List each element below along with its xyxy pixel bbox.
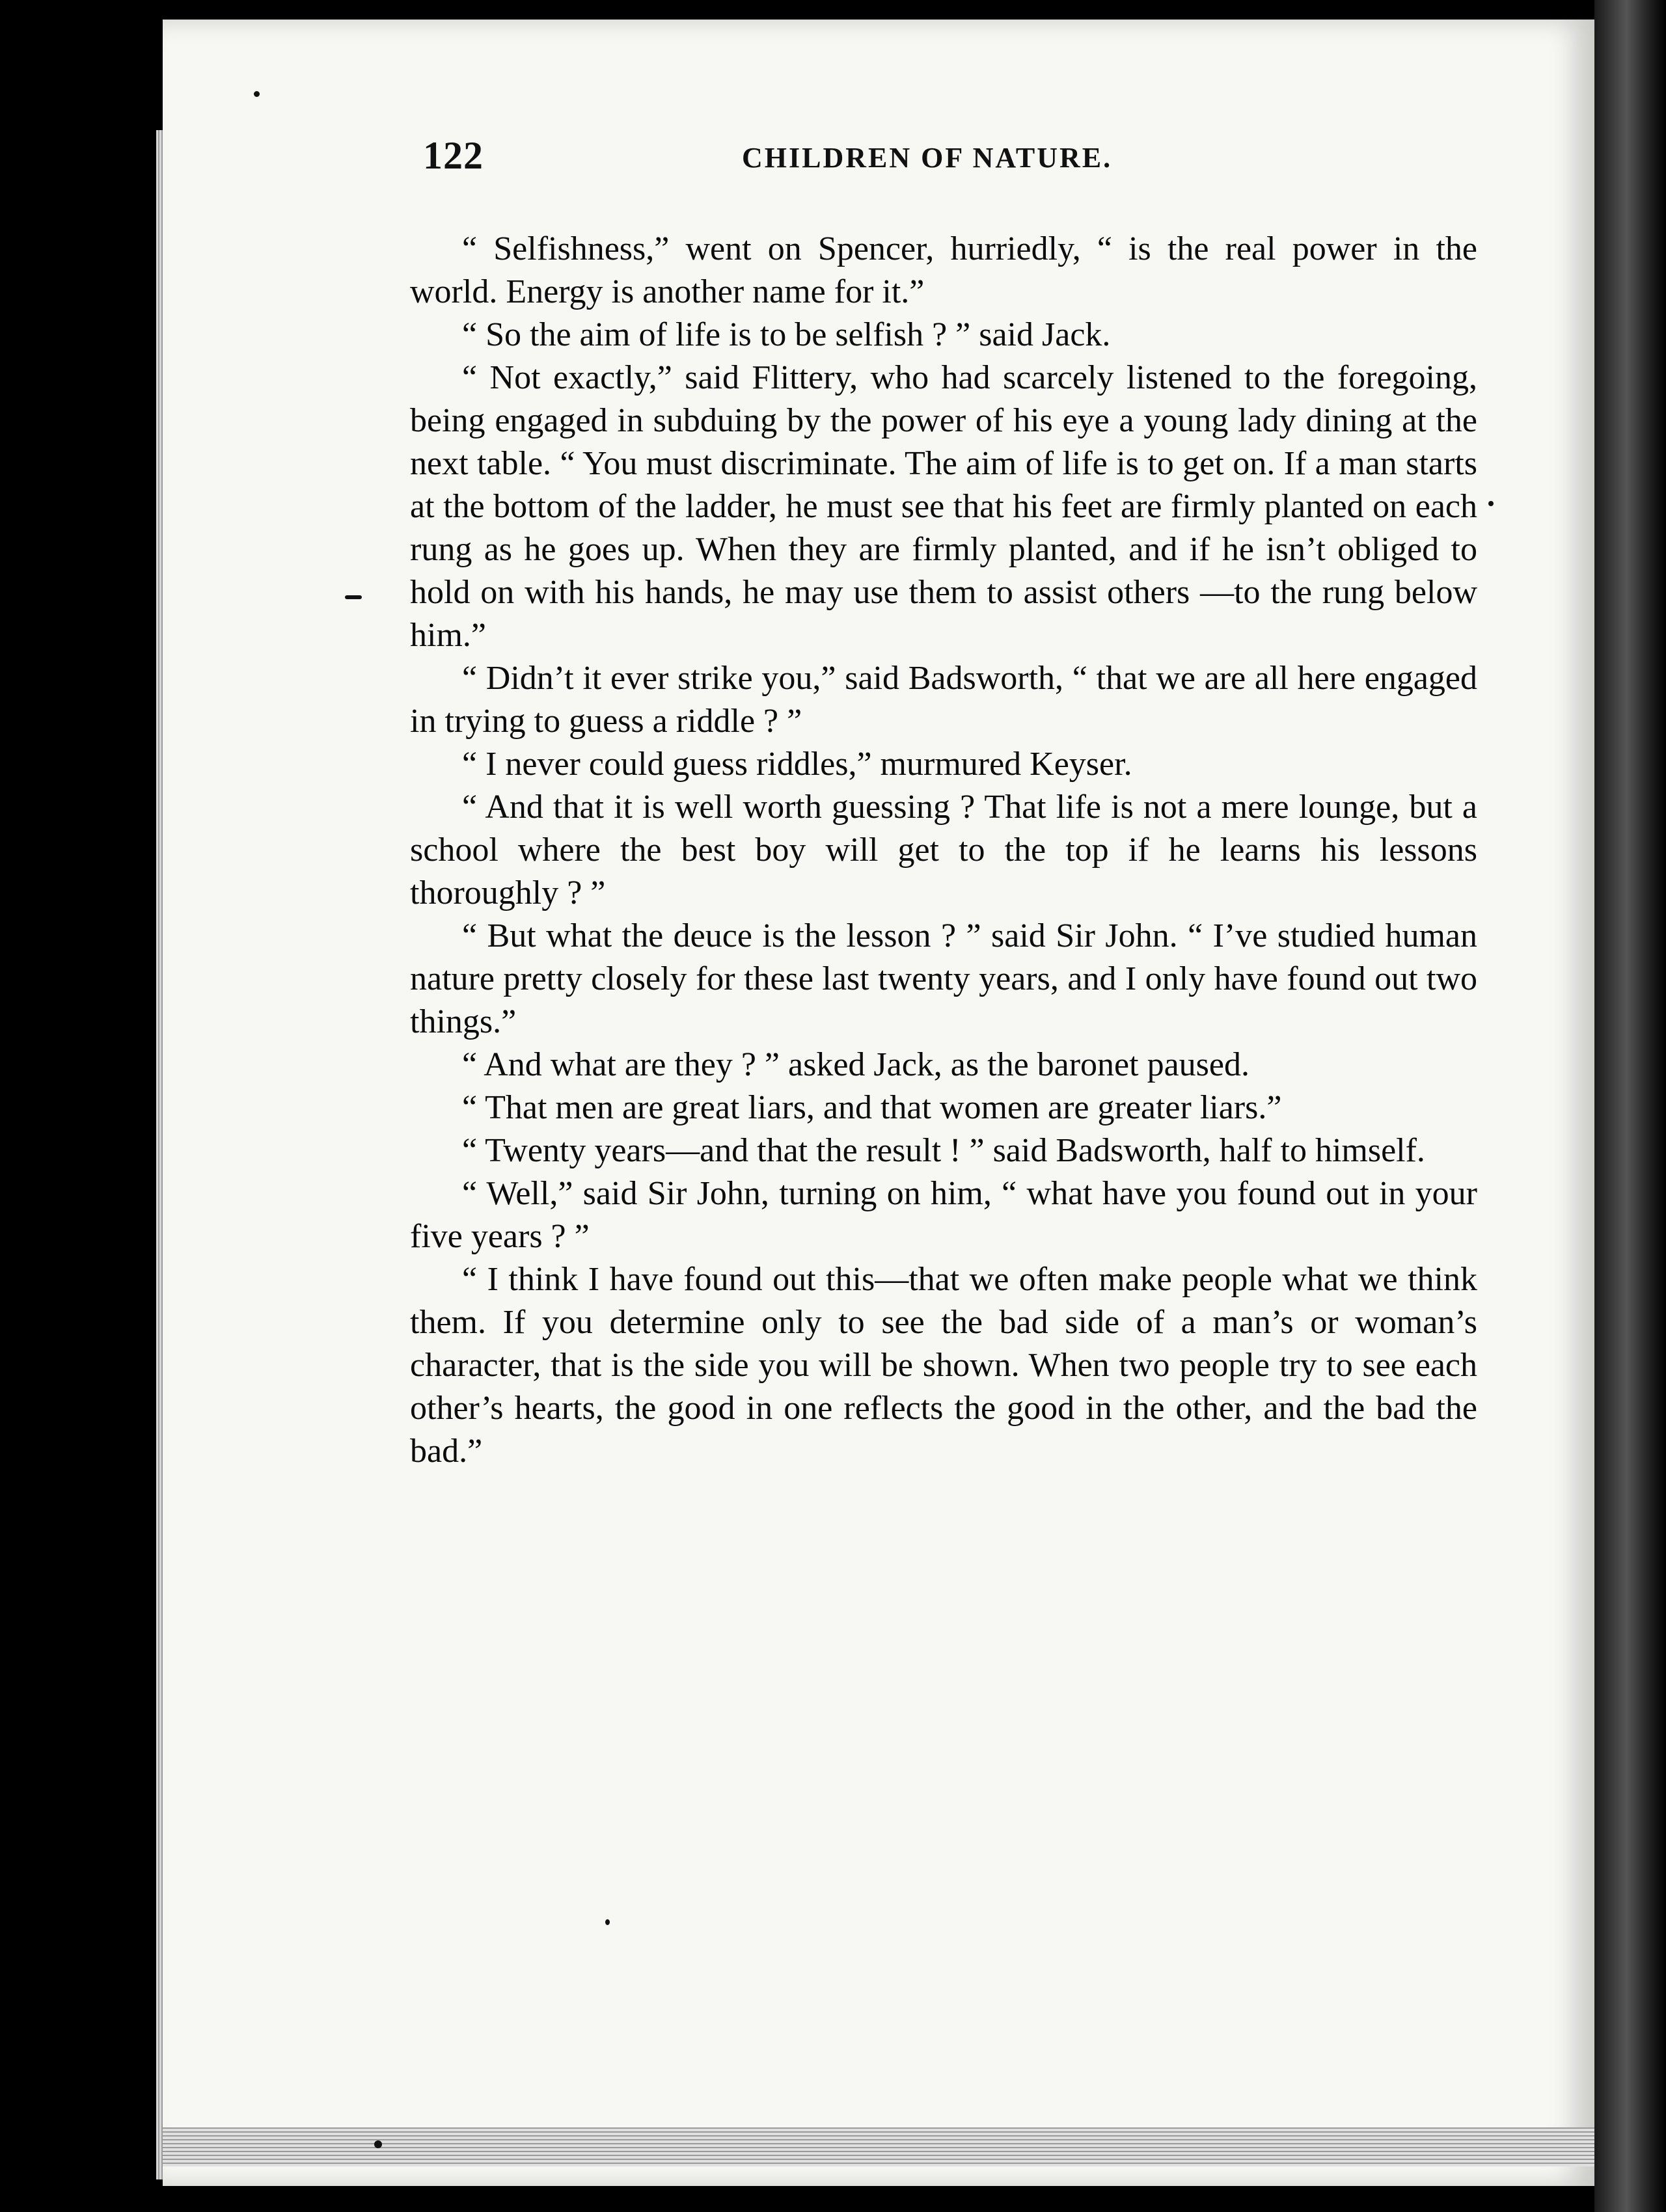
paragraph: “ That men are great liars, and that women are greater liars.” <box>462 1089 1282 1126</box>
paragraph: “ But what the deuce is the lesson ? ” said Sir John. “ I’ve studied human nature pretty closely for these last twenty years, and I only have found out two things.” <box>410 917 1477 1040</box>
book-binding <box>1594 0 1666 2212</box>
page-number: 122 <box>423 134 484 177</box>
paragraph: “ And what are they ? ” asked Jack, as the baronet paused. <box>462 1046 1250 1083</box>
paragraph: “ Selfishness,” went on Spencer, hurriedly, “ is the real power in the world. Energy is another name for it.” <box>410 230 1477 310</box>
paragraph: “ I think I have found out this—that we often make people what we think them. If you determine only to see the bad side of a man’s or woman’s character, that is the side you will be shown. When two people try to see each other’s hearts, the good in one reflects the good in the other, and the bad the bad.” <box>410 1261 1477 1470</box>
paragraph: “ Well,” said Sir John, turning on him, “ what have you found out in your five years ? ” <box>410 1175 1477 1255</box>
paragraph: “ So the aim of life is to be selfish ? ” said Jack. <box>462 316 1111 353</box>
page-header <box>423 133 1555 179</box>
paragraph: “ Not exactly,” said Flittery, who had scarcely listened to the foregoing, being engaged in subduing by the power of his eye a young lady dining at the next table. “ You must discriminate. The aim of life is to get on. If a man starts at the bottom of the ladder, he must see that his feet are firmly planted on each rung as he goes up. When they are firmly planted, and if he isn’t obliged to hold on with his hands, he may use them to assist others —to the rung below him.” <box>410 359 1477 654</box>
paragraph: “ Twenty years—and that the result ! ” said Badsworth, half to himself. <box>462 1132 1425 1169</box>
paragraph: “ I never could guess riddles,” murmured Keyser. <box>462 746 1132 783</box>
paragraph: “ Didn’t it ever strike you,” said Badsworth, “ that we are all here engaged in trying to guess a riddle ? ” <box>410 660 1477 740</box>
dust-speck <box>345 595 362 599</box>
running-head: CHILDREN OF NATURE. <box>742 142 1113 174</box>
paragraph: “ And that it is well worth guessing ? That life is not a mere lounge, but a school where the best boy will get to the top if he learns his lessons thoroughly ? ” <box>410 789 1477 911</box>
dust-speck <box>605 1919 610 1925</box>
dust-speck <box>254 91 260 97</box>
dust-speck <box>1488 501 1494 506</box>
dust-speck <box>374 2140 382 2148</box>
body-text <box>410 228 1477 1473</box>
